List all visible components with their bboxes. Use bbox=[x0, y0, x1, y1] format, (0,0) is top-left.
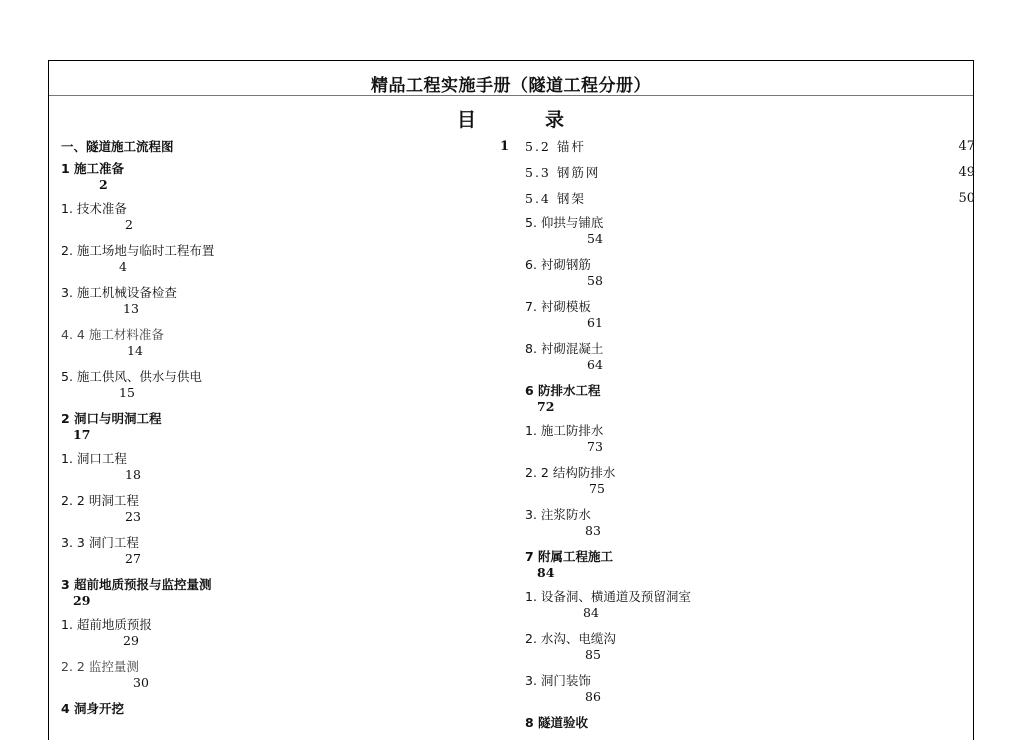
toc-entry[interactable] bbox=[61, 139, 511, 161]
toc-entry[interactable] bbox=[61, 617, 511, 659]
toc-entry-label: 1. 超前地质预报 bbox=[61, 617, 152, 632]
toc-entry-label: 3. 洞门装饰 bbox=[525, 673, 591, 688]
toc-entry-label: 5. 仰拱与铺底 bbox=[525, 215, 604, 230]
toc-entry-label: 2. 水沟、电缆沟 bbox=[525, 631, 616, 646]
toc-entry[interactable] bbox=[525, 673, 975, 715]
toc-entry[interactable] bbox=[525, 507, 975, 549]
toc-entry-page: 27 bbox=[125, 551, 141, 566]
toc-entry[interactable] bbox=[525, 299, 975, 341]
toc-entry-label: 2. 施工场地与临时工程布置 bbox=[61, 243, 215, 258]
toc-entry-page: 86 bbox=[585, 689, 601, 704]
toc-entry-page: 15 bbox=[119, 385, 135, 400]
toc-entry-label: 2 洞口与明洞工程 bbox=[61, 411, 162, 426]
toc-entry-label: 5.4 钢架 bbox=[525, 191, 586, 206]
toc-entry-page: 84 bbox=[537, 565, 555, 580]
toc-right-column bbox=[525, 139, 975, 735]
toc-entry-label: 7 附属工程施工 bbox=[525, 549, 614, 564]
toc-entry-page: 54 bbox=[587, 231, 603, 246]
toc-entry-label: 3. 3 洞门工程 bbox=[61, 535, 139, 550]
toc-left-column bbox=[61, 139, 511, 721]
toc-entry-label: 1. 洞口工程 bbox=[61, 451, 127, 466]
toc-entry[interactable] bbox=[525, 631, 975, 673]
toc-entry-label: 3. 施工机械设备检查 bbox=[61, 285, 177, 300]
toc-entry-label: 4. 4 施工材料准备 bbox=[61, 327, 164, 342]
toc-entry-page: 50 bbox=[958, 191, 975, 206]
toc-entry-label: 1. 设备洞、横通道及预留洞室 bbox=[525, 589, 691, 604]
document-title: 精品工程实施手册（隧道工程分册） bbox=[371, 76, 651, 96]
toc-entry[interactable] bbox=[525, 465, 975, 507]
toc-entry-label: 8 隧道验收 bbox=[525, 715, 589, 730]
toc-entry[interactable] bbox=[525, 191, 975, 215]
document-frame bbox=[48, 60, 974, 740]
toc-entry-label: 2. 2 结构防排水 bbox=[525, 465, 616, 480]
toc-entry-page: 85 bbox=[585, 647, 601, 662]
toc-entry-label: 3 超前地质预报与监控量测 bbox=[61, 577, 212, 592]
toc-entry[interactable] bbox=[525, 589, 975, 631]
toc-entry-page: 14 bbox=[127, 343, 143, 358]
toc-entry[interactable] bbox=[525, 215, 975, 257]
toc-entry[interactable] bbox=[525, 383, 975, 423]
toc-entry-label: 7. 衬砌模板 bbox=[525, 299, 591, 314]
toc-entry-label: 5.3 钢筋网 bbox=[525, 165, 601, 180]
toc-entry[interactable] bbox=[61, 243, 511, 285]
toc-entry-label: 2. 2 明洞工程 bbox=[61, 493, 139, 508]
toc-entry-page: 1 bbox=[499, 139, 509, 154]
toc-entry[interactable] bbox=[525, 165, 975, 191]
toc-entry-page: 18 bbox=[125, 467, 141, 482]
toc-entry-page: 17 bbox=[73, 427, 91, 442]
toc-entry-page: 29 bbox=[123, 633, 139, 648]
toc-entry-page: 49 bbox=[958, 165, 975, 180]
toc-entry[interactable] bbox=[61, 577, 511, 617]
toc-entry-page: 73 bbox=[587, 439, 603, 454]
toc-entry-page: 47 bbox=[958, 139, 975, 154]
toc-entry-label: 2. 2 监控量测 bbox=[61, 659, 139, 674]
toc-entry-label: 6. 衬砌钢筋 bbox=[525, 257, 591, 272]
toc-entry-page: 30 bbox=[133, 675, 149, 690]
toc-entry-page: 61 bbox=[587, 315, 603, 330]
toc-entry-page: 75 bbox=[589, 481, 605, 496]
toc-entry[interactable] bbox=[61, 493, 511, 535]
toc-entry-page: 2 bbox=[125, 217, 133, 232]
toc-entry[interactable] bbox=[61, 411, 511, 451]
toc-entry-label: 1. 施工防排水 bbox=[525, 423, 604, 438]
toc-entry-label: 5. 施工供风、供水与供电 bbox=[61, 369, 202, 384]
toc-entry-label: 1. 技术准备 bbox=[61, 201, 127, 216]
toc-entry[interactable] bbox=[525, 549, 975, 589]
toc-entry[interactable] bbox=[61, 451, 511, 493]
toc-entry-page: 83 bbox=[585, 523, 601, 538]
title-divider bbox=[49, 95, 973, 96]
toc-heading-right: 录 bbox=[545, 109, 565, 131]
toc-entry[interactable] bbox=[525, 139, 975, 165]
toc-entry[interactable] bbox=[61, 701, 511, 721]
toc-entry[interactable] bbox=[525, 423, 975, 465]
toc-heading-left: 目 bbox=[457, 109, 477, 131]
toc-entry-page: 58 bbox=[587, 273, 603, 288]
toc-entry[interactable] bbox=[61, 369, 511, 411]
toc-entry-label: 4 洞身开挖 bbox=[61, 701, 125, 716]
toc-entry-page: 23 bbox=[125, 509, 141, 524]
toc-entry-page: 72 bbox=[537, 399, 555, 414]
toc-entry-page: 29 bbox=[73, 593, 91, 608]
toc-heading bbox=[49, 105, 973, 129]
toc-entry[interactable] bbox=[61, 201, 511, 243]
toc-entry[interactable] bbox=[525, 715, 975, 735]
toc-entry[interactable] bbox=[61, 535, 511, 577]
toc-entry-label: 5.2 锚杆 bbox=[525, 139, 586, 154]
toc-entry-label: 6 防排水工程 bbox=[525, 383, 601, 398]
toc-entry-label: 一、隧道施工流程图 bbox=[61, 139, 174, 154]
toc-entry-page: 84 bbox=[583, 605, 599, 620]
toc-entry[interactable] bbox=[525, 341, 975, 383]
toc-entry-label: 1 施工准备 bbox=[61, 161, 125, 176]
toc-entry[interactable] bbox=[61, 161, 511, 201]
toc-entry[interactable] bbox=[61, 327, 511, 369]
toc-entry[interactable] bbox=[61, 659, 511, 701]
toc-entry-page: 4 bbox=[119, 259, 127, 274]
toc-entry-page: 64 bbox=[587, 357, 603, 372]
toc-entry[interactable] bbox=[61, 285, 511, 327]
toc-entry-label: 8. 衬砌混凝土 bbox=[525, 341, 604, 356]
toc-entry[interactable] bbox=[525, 257, 975, 299]
toc-entry-label: 3. 注浆防水 bbox=[525, 507, 591, 522]
toc-entry-page: 2 bbox=[99, 177, 108, 192]
toc-entry-page: 13 bbox=[123, 301, 139, 316]
